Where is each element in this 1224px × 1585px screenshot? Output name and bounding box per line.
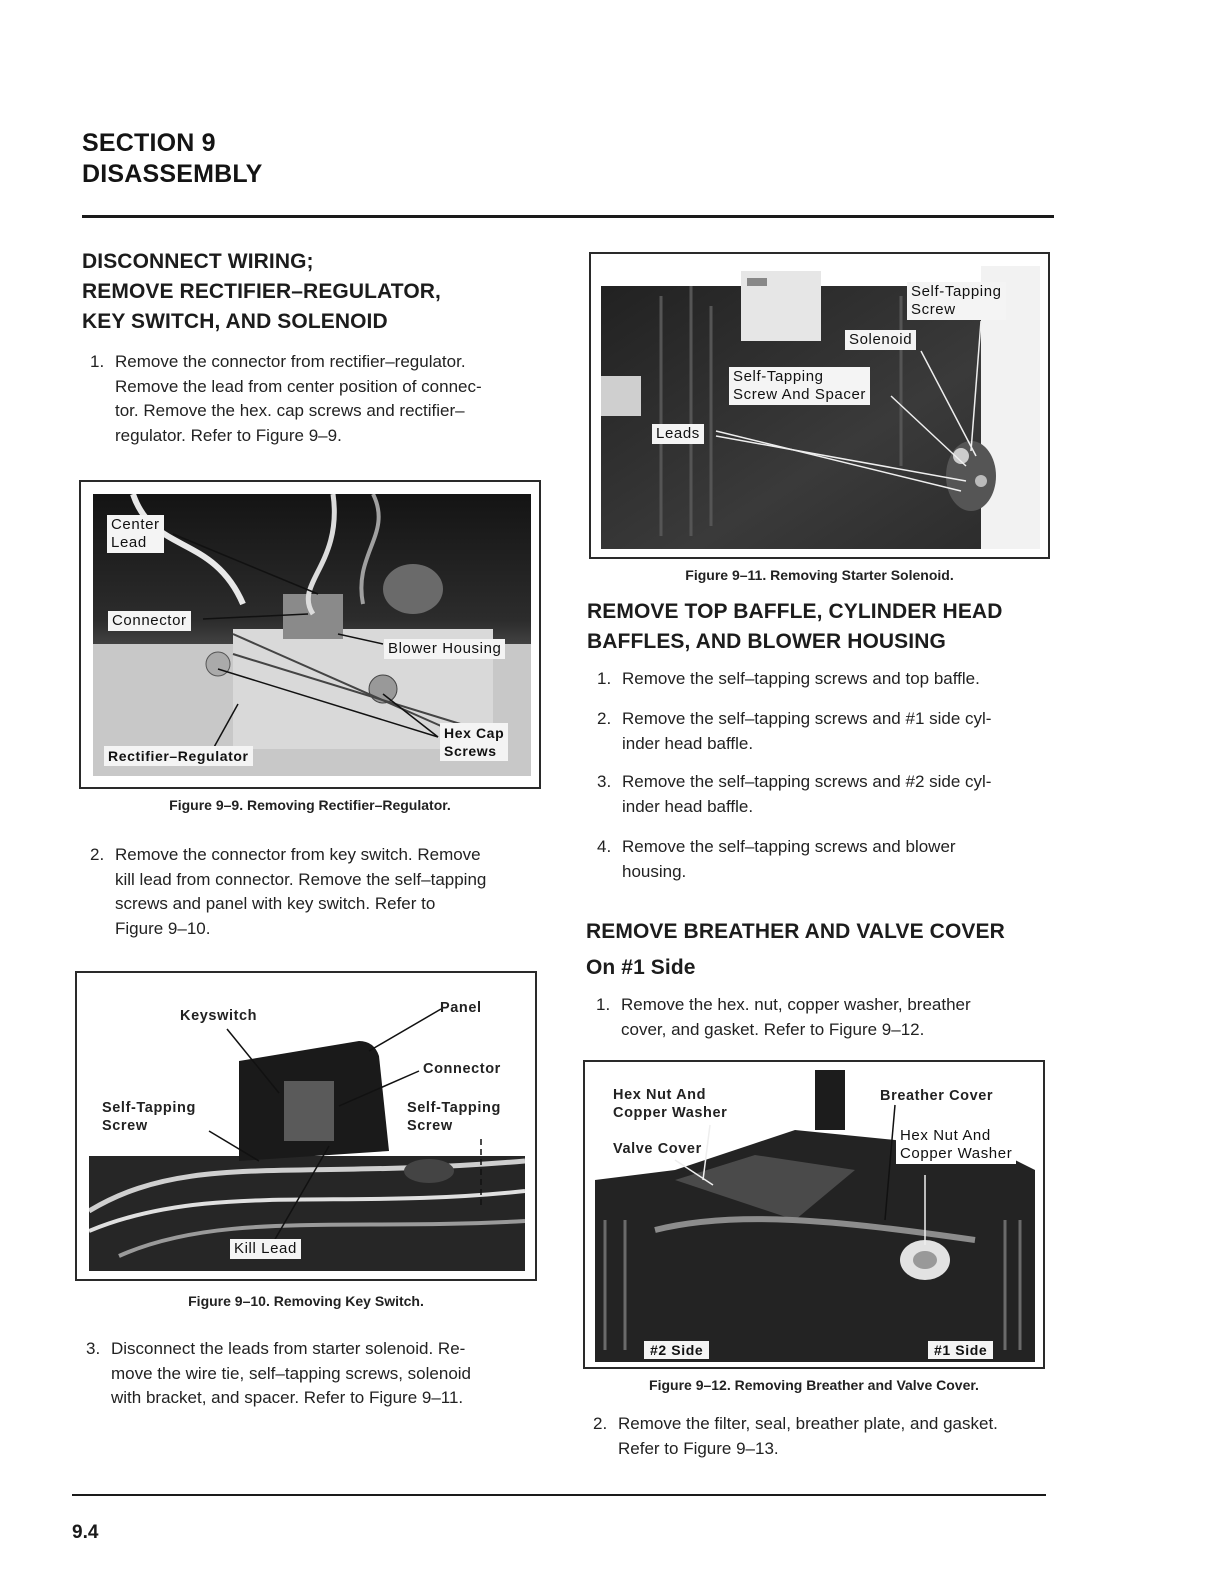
baffle-step-1: 1. Remove the self–tapping screws and top baffle. xyxy=(597,669,980,688)
header-rule xyxy=(82,215,1054,218)
figure-9-10 xyxy=(75,971,537,1281)
section-number: SECTION 9 xyxy=(82,129,216,157)
page-number: 9.4 xyxy=(72,1522,99,1543)
left-step-1: 1. Remove the connector from rectifier–regulator. Remove the lead from center position of connec- tor. Remove the hex. cap screws and rectifier– regulator. Refer to Figure 9–9. xyxy=(90,352,482,445)
photo-starter-solenoid xyxy=(601,266,1040,549)
baffle-step-3: 3. Remove the self–tapping screws and #2 side cyl- inder head baffle. xyxy=(597,772,992,816)
label-connector: Connector xyxy=(423,1061,501,1077)
label-hex-nut-left: Hex Nut And Copper Washer xyxy=(613,1087,728,1121)
label-hex-nut-right: Hex Nut And Copper Washer xyxy=(896,1126,1016,1164)
figure-9-11 xyxy=(589,252,1050,559)
figure-9-9 xyxy=(79,480,541,789)
baffle-step-2: 2. Remove the self–tapping screws and #1 side cyl- inder head baffle. xyxy=(597,709,992,753)
caption-figure-9-9: Figure 9–9. Removing Rectifier–Regulator. xyxy=(169,797,451,813)
heading-disconnect-wiring: DISCONNECT WIRING; REMOVE RECTIFIER–REGULATOR, KEY SWITCH, AND SOLENOID xyxy=(82,250,441,333)
baffle-step-4: 4. Remove the self–tapping screws and blower housing. xyxy=(597,837,956,881)
footer-rule xyxy=(72,1494,1046,1496)
caption-figure-9-10: Figure 9–10. Removing Key Switch. xyxy=(188,1293,424,1309)
label-valve-cover: Valve Cover xyxy=(613,1141,702,1157)
label-self-tapping-screw: Self-Tapping Screw xyxy=(907,282,1006,320)
label-kill-lead: Kill Lead xyxy=(230,1239,301,1259)
caption-figure-9-12: Figure 9–12. Removing Breather and Valve Cover. xyxy=(649,1377,979,1393)
subheading-on-1-side: On #1 Side xyxy=(586,956,696,979)
label-connector: Connector xyxy=(108,611,191,631)
label-1-side: #1 Side xyxy=(928,1341,993,1359)
label-leads: Leads xyxy=(652,424,704,444)
label-center-lead: Center Lead xyxy=(107,515,164,553)
section-header xyxy=(82,128,262,190)
photo-breather-valve-cover xyxy=(595,1070,1035,1362)
left-step-2: 2. Remove the connector from key switch. Remove kill lead from connector. Remove the self–tapping screws and panel with key switch. Refer to Figure 9–10. xyxy=(90,845,487,938)
breather-step-2: 2. Remove the filter, seal, breather plate, and gasket. Refer to Figure 9–13. xyxy=(593,1414,998,1458)
photo-key-switch xyxy=(89,981,525,1271)
caption-figure-9-11: Figure 9–11. Removing Starter Solenoid. xyxy=(685,567,954,583)
label-panel: Panel xyxy=(440,1000,482,1016)
heading-remove-breather: REMOVE BREATHER AND VALVE COVER xyxy=(586,920,1005,943)
label-solenoid: Solenoid xyxy=(845,330,916,350)
label-hex-cap-screws: Hex Cap Screws xyxy=(440,723,508,761)
label-self-tapping-screw-and-spacer: Self-Tapping Screw And Spacer xyxy=(729,367,870,405)
breather-step-1: 1. Remove the hex. nut, copper washer, breather cover, and gasket. Refer to Figure 9–12. xyxy=(596,995,971,1039)
left-step-3: 3. Disconnect the leads from starter solenoid. Re- move the wire tie, self–tapping screws, solenoid with bracket, and spacer. Refer to Figure 9–11. xyxy=(86,1339,472,1407)
label-breather-cover: Breather Cover xyxy=(880,1088,994,1104)
label-blower-housing: Blower Housing xyxy=(384,639,505,659)
label-keyswitch: Keyswitch xyxy=(180,1008,258,1024)
heading-remove-top-baffle: REMOVE TOP BAFFLE, CYLINDER HEAD BAFFLES, AND BLOWER HOUSING xyxy=(587,600,1003,653)
section-title: DISASSEMBLY xyxy=(82,160,263,188)
label-rectifier-regulator: Rectifier–Regulator xyxy=(104,746,253,766)
figure-9-12 xyxy=(583,1060,1045,1369)
label-self-tapping-right: Self-Tapping Screw xyxy=(407,1100,501,1134)
label-2-side: #2 Side xyxy=(644,1341,709,1359)
label-self-tapping-left: Self-Tapping Screw xyxy=(102,1100,196,1134)
photo-rectifier-regulator xyxy=(93,494,531,776)
